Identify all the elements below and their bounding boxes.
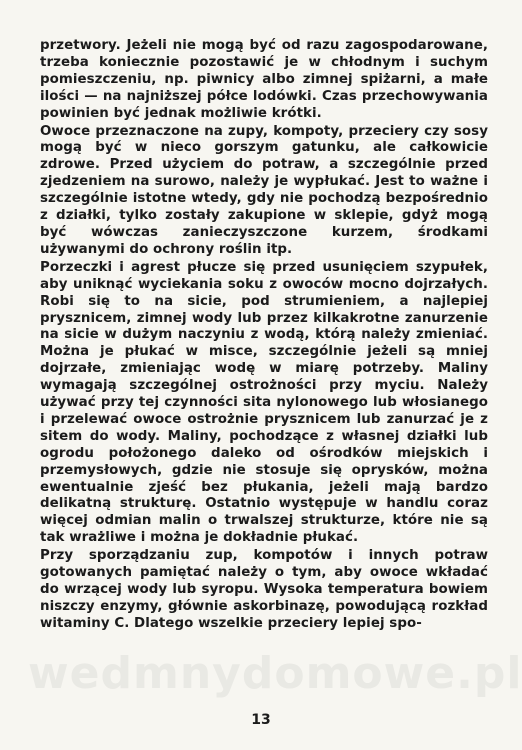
paragraph-4: Przy sporządzaniu zup, kompotów i innych potraw gotowanych pamiętać należy o tym, aby owoce wkładać do wrzącej wody lub syropu. Wysoka temperatura bowiem niszczy enzymy, głównie askorbinazę, powodującą rozkład witaminy C. Dlatego wszelkie przeciery lepiej spo-: [40, 548, 488, 631]
watermark: wedmnydomowe.pl: [28, 648, 522, 699]
paragraph-1: przetwory. Jeżeli nie mogą być od razu zagospodarowane, trzeba koniecznie pozostawić je w chłodnym i suchym pomieszczeniu, np. piwnicy albo zimnej spiżarni, a małe ilości — na najniższej półce lodówki. Czas przechowywania powinien być jednak możliwie krótki.: [40, 38, 488, 121]
paragraph-2: Owoce przeznaczone na zupy, kompoty, przeciery czy sosy mogą być w nieco gorszym gatunku, ale całkowicie zdrowe. Przed użyciem do potraw, a szczególnie przed zjedzeniem na surowo, należy je wypłukać. Jest to ważne i szczególnie istotne wtedy, gdy nie pochodzą bezpośrednio z działki, tylko zostały zakupione w sklepie, gdyż mogą być wówczas zanieczyszczone kurzem, środkami używanymi do ochrony roślin itp.: [40, 123, 488, 257]
body-text: [40, 38, 488, 633]
paragraph-3: Porzeczki i agrest płucze się przed usunięciem szypułek, aby uniknąć wyciekania soku z owoców mocno dojrzałych. Robi się to na sicie, pod strumieniem, a najlepiej prysznicem, zimnej wody lub przez kilkakrotne zanurzenie na sicie w dużym naczyniu z wodą, którą należy zmieniać. Można je płukać w misce, szczególnie jeżeli są mniej dojrzałe, zmieniając wodę w miarę potrzeby. Maliny wymagają szczególnej ostrożności przy myciu. Należy używać przy tej czynności sita nylonowego lub włosianego i przelewać owoce ostrożnie prysznicem lub zanurzać je z sitem do wody. Maliny, pochodzące z własnej działki lub ogrodu położonego daleko od ośrodków miejskich i przemysłowych, gdzie nie stosuje się oprysków, można ewentualnie zjeść bez płukania, jeżeli mają bardzo delikatną strukturę. Ostatnio występuje w handlu coraz więcej odmian malin o trwalszej strukturze, które nie są tak wrażliwe i można je dokładnie płukać.: [40, 259, 488, 546]
page-number: 13: [251, 712, 271, 728]
